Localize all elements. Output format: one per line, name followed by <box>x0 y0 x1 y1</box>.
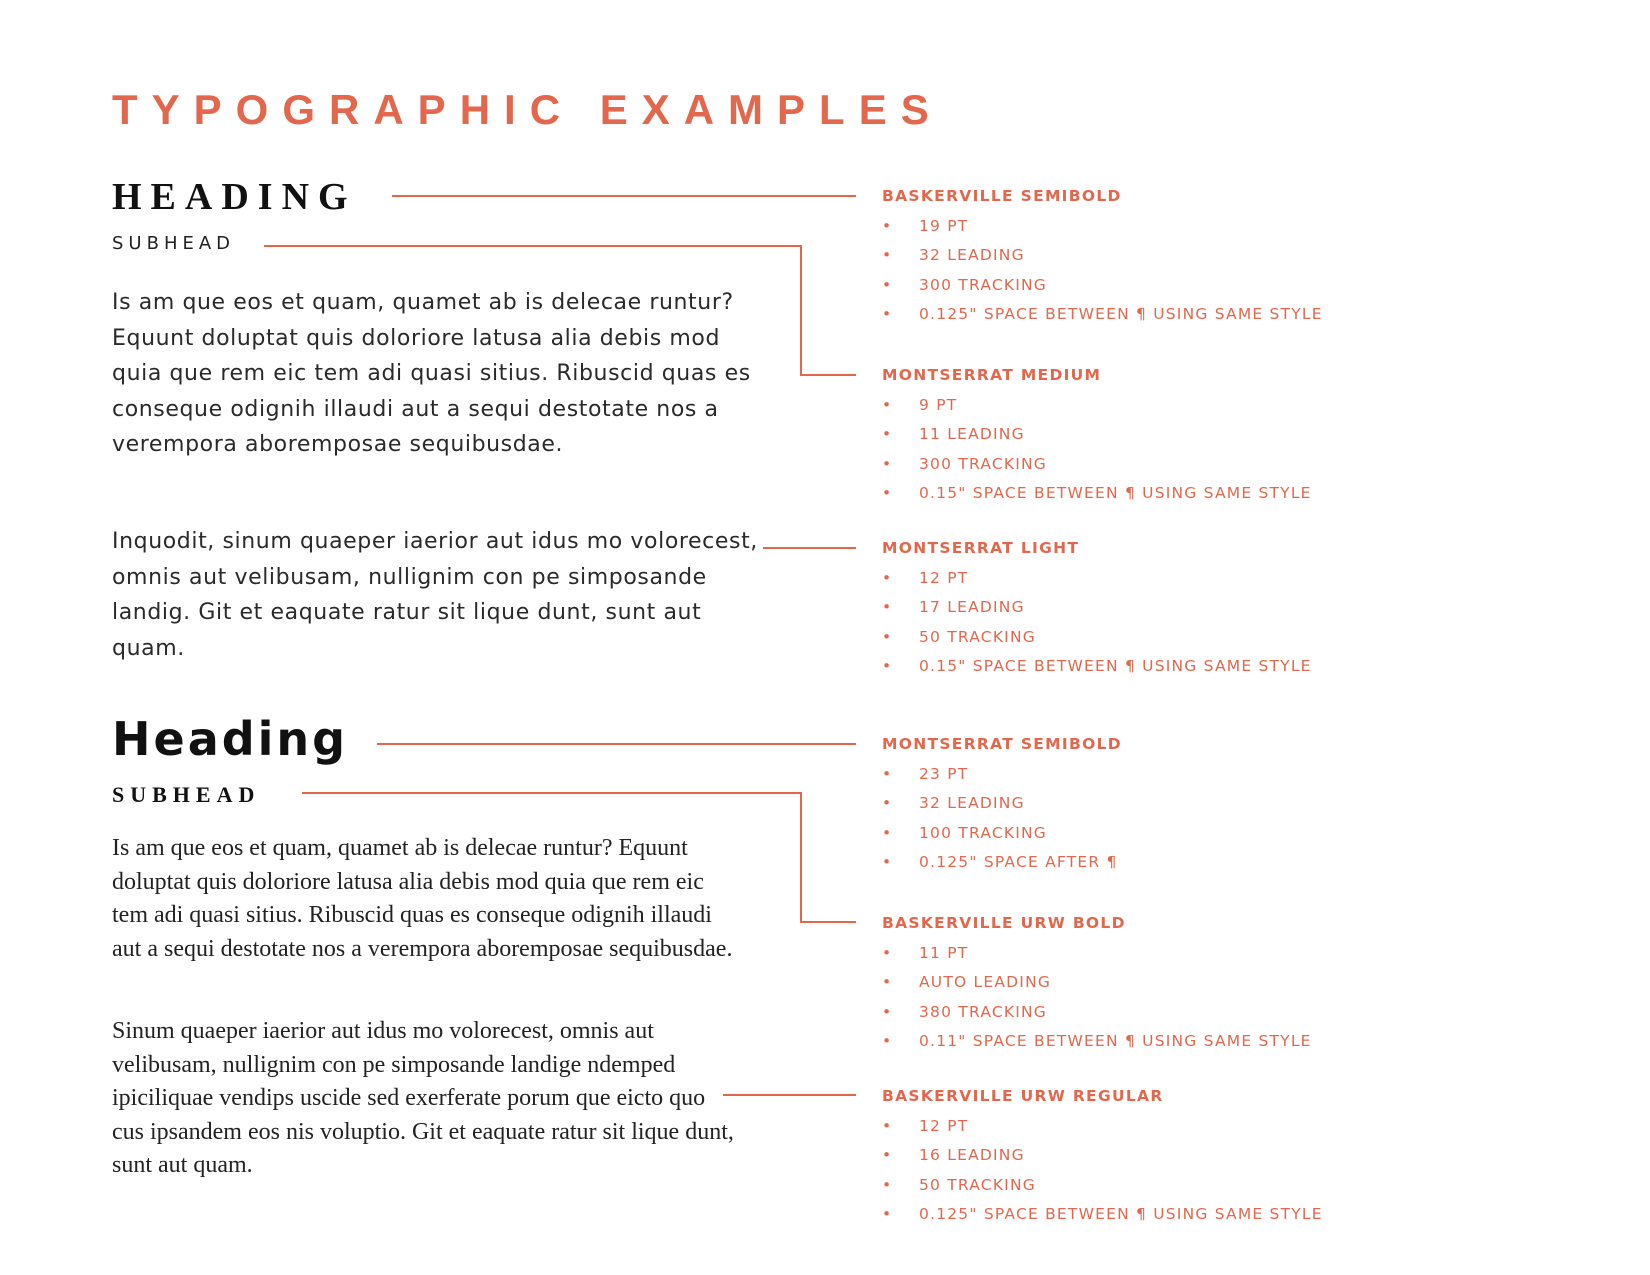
spec-item: • 9 PT <box>882 395 958 414</box>
leader-line-subhead-2-end <box>800 921 856 923</box>
spec-item: • 300 TRACKING <box>882 454 1048 473</box>
leader-line-body-1 <box>763 547 856 549</box>
leader-line-heading-2 <box>377 743 856 745</box>
spec-item: • 50 TRACKING <box>882 627 1036 646</box>
spec-item: • 0.125" SPACE BETWEEN ¶ USING SAME STYLE <box>882 305 1323 324</box>
spec-item: • 300 TRACKING <box>882 275 1048 294</box>
spec-block-4 <box>882 734 1622 872</box>
spec-item: • 380 TRACKING <box>882 1002 1048 1021</box>
example2-subhead: SUBHEAD <box>112 782 261 807</box>
spec-block-5 <box>882 913 1622 1051</box>
spec-item: • 12 PT <box>882 568 969 587</box>
spec-item: • 0.125" SPACE AFTER ¶ <box>882 853 1118 872</box>
spec-item: • 19 PT <box>882 216 969 235</box>
spec-font-name: BASKERVILLE URW BOLD <box>882 914 1126 932</box>
example2-heading: Heading <box>112 712 349 766</box>
spec-item: • 0.15" SPACE BETWEEN ¶ USING SAME STYLE <box>882 484 1312 503</box>
spec-list <box>882 216 1622 325</box>
spec-block-6 <box>882 1086 1622 1224</box>
leader-line-body-2 <box>723 1094 856 1096</box>
spec-list <box>882 395 1622 504</box>
spec-item: • AUTO LEADING <box>882 973 1052 992</box>
spec-item: • 0.125" SPACE BETWEEN ¶ USING SAME STYLE <box>882 1205 1323 1224</box>
spec-list <box>882 943 1622 1052</box>
leader-line-subhead-1-end <box>800 374 856 376</box>
spec-item: • 23 PT <box>882 764 969 783</box>
spec-item: • 32 LEADING <box>882 246 1025 265</box>
spec-font-name: BASKERVILLE URW REGULAR <box>882 1087 1164 1105</box>
page-title: TYPOGRAPHIC EXAMPLES <box>112 86 943 133</box>
spec-item: • 17 LEADING <box>882 598 1025 617</box>
example1-paragraph-2: Inquodit, sinum quaeper iaerior aut idus mo volorecest, omnis aut velibusam, nullignim con pe simposande landig. Git et eaquate ratur sit lique dunt, sunt aut quam. <box>112 529 758 661</box>
spec-item: • 11 PT <box>882 943 969 962</box>
example1-paragraph-1: Is am que eos et quam, quamet ab is delecae runtur? Equunt doluptat quis doloriore latusa alia debis mod quia que rem eic tem adi quasi sitius. Ribuscid quas es conseque odignih illaudi aut a sequi destotate nos a verempora aboremposae sequibusdae. <box>112 290 751 457</box>
spec-item: • 0.11" SPACE BETWEEN ¶ USING SAME STYLE <box>882 1032 1312 1051</box>
spec-font-name: MONTSERRAT SEMIBOLD <box>882 735 1122 753</box>
leader-line-heading-1 <box>392 195 856 197</box>
spec-block-2 <box>882 365 1622 503</box>
spec-item: • 0.15" SPACE BETWEEN ¶ USING SAME STYLE <box>882 657 1312 676</box>
spec-block-3 <box>882 538 1622 676</box>
spec-item: • 50 TRACKING <box>882 1175 1036 1194</box>
spec-font-name: BASKERVILLE SEMIBOLD <box>882 187 1122 205</box>
spec-item: • 11 LEADING <box>882 425 1025 444</box>
spec-list <box>882 764 1622 873</box>
leader-line-subhead-2 <box>302 792 802 794</box>
spec-item: • 16 LEADING <box>882 1146 1025 1165</box>
spec-item: • 100 TRACKING <box>882 823 1048 842</box>
example1-subhead: SUBHEAD <box>112 233 236 254</box>
example2-paragraph-1: Is am que eos et quam, quamet ab is delecae runtur? Equunt doluptat quis doloriore latusa alia debis mod quia que rem eic tem adi quasi sitius. Ribuscid quas es conseque odignih illaudi aut a sequi destotate nos a verempora aboremposae sequibusdae. <box>112 835 733 962</box>
example1-heading: HEADING <box>112 176 357 218</box>
spec-font-name: MONTSERRAT MEDIUM <box>882 366 1102 384</box>
spec-font-name: MONTSERRAT LIGHT <box>882 539 1080 557</box>
leader-line-subhead-1-vertical <box>800 245 802 376</box>
spec-list <box>882 568 1622 677</box>
spec-item: • 32 LEADING <box>882 794 1025 813</box>
spec-block-1 <box>882 186 1622 324</box>
spec-item: • 12 PT <box>882 1116 969 1135</box>
example2-paragraph-2: Sinum quaeper iaerior aut idus mo volorecest, omnis aut velibusam, nullignim con pe simposande landige ndemped ipiciliquae vendips uscide sed exerferate porum que eicto quo cus ipsandem eos nis voluptio. Git et eaquate ratur sit lique dunt, sunt aut quam. <box>112 1018 734 1178</box>
leader-line-subhead-2-vertical <box>800 792 802 923</box>
leader-line-subhead-1 <box>264 245 802 247</box>
spec-list <box>882 1116 1622 1225</box>
